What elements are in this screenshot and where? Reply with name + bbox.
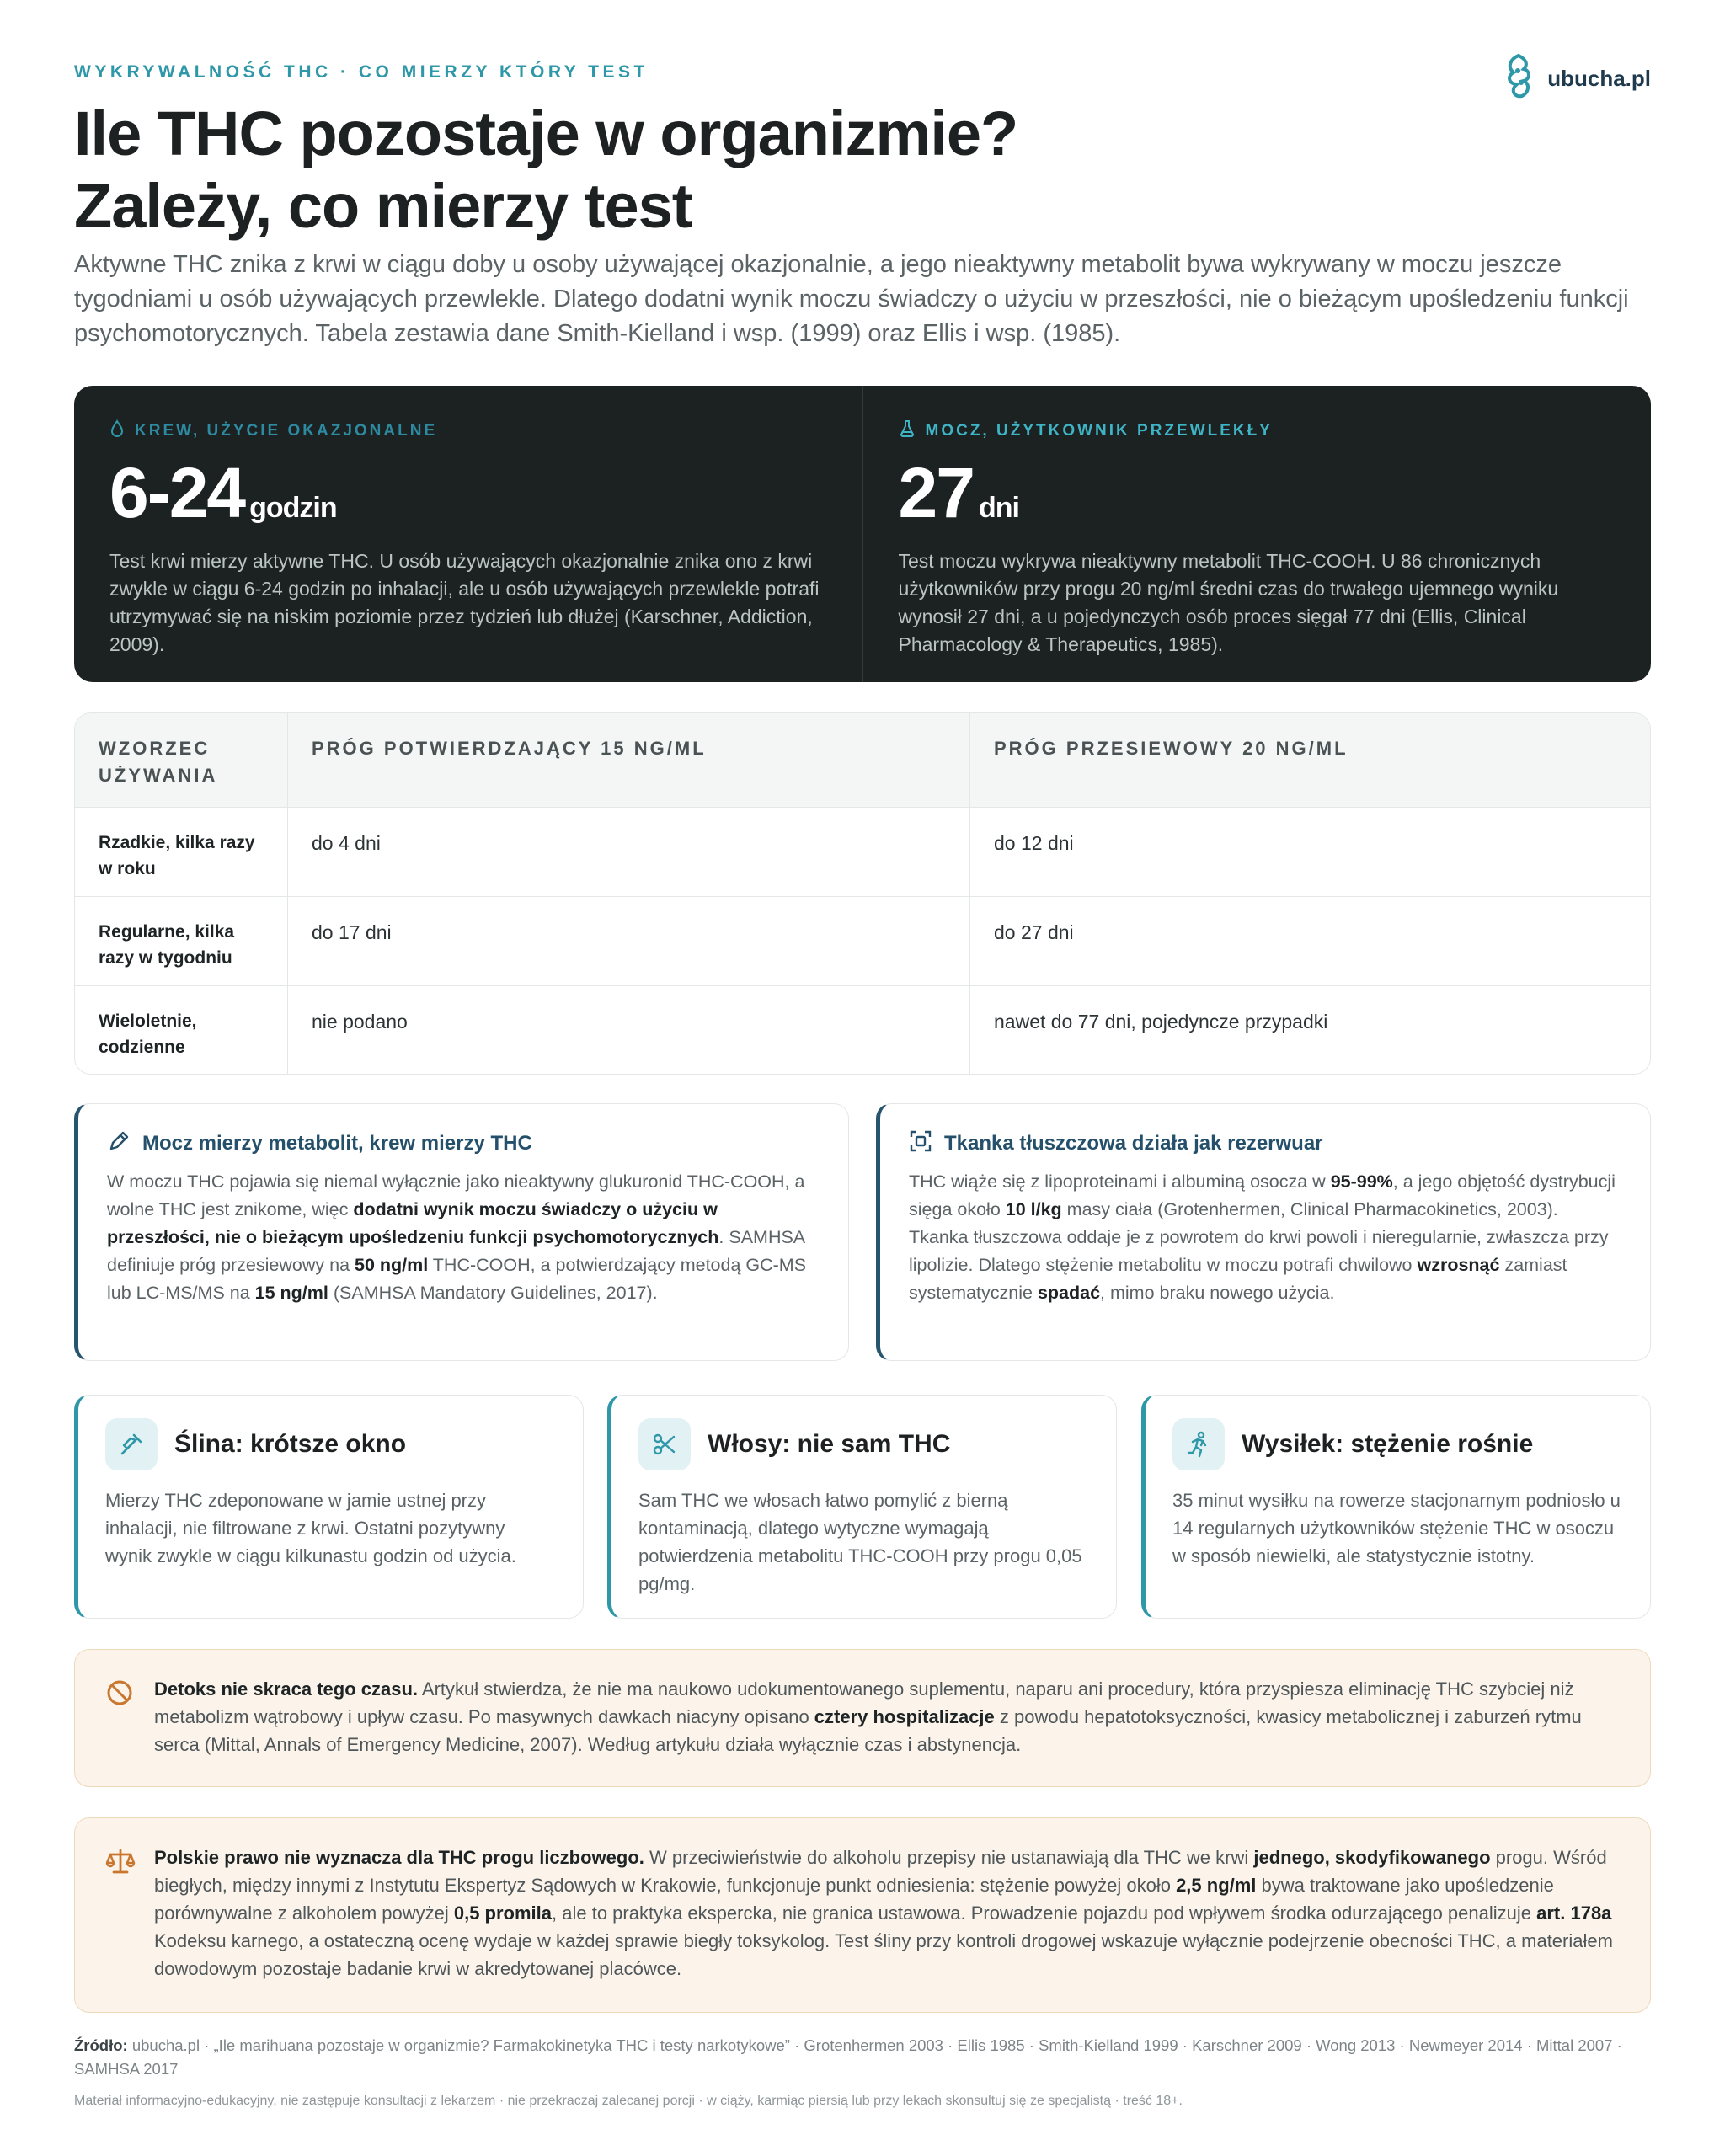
card-text: Sam THC we włosach łatwo pomylić z bierną kontaminacją, dlatego wytyczne wymagają potwierdzenia metabolitu THC‑COOH przy progu 0,05 pg/mg. (638, 1490, 1082, 1594)
focus-frame-icon (909, 1129, 932, 1159)
running-icon (1172, 1418, 1225, 1470)
hero-urine-kicker: MOCZ, UŻYTKOWNIK PRZEWLEKŁY (925, 422, 1273, 440)
hero-urine-value: 27 (898, 453, 974, 532)
droplet-icon (109, 419, 125, 443)
hero-urine-text: Test moczu wykrywa nieaktywny metabolit THC‑COOH. U 86 chronicznych użytkowników przy progu 20 ng/ml średni czas do trwałego ujemnego wyniku wynosił 27 dni, a u pojedynczych osób proces sięgał 77 dni (Ellis, Clinical Pharmacology & Therapeutics, 1985). (898, 550, 1559, 655)
table-cell: nie podano (287, 986, 969, 1075)
table-header-confirm: PRÓG POTWIERDZAJĄCY 15 NG/ML (287, 713, 969, 807)
prohibited-icon (105, 1678, 134, 1711)
scales-icon (105, 1847, 136, 1880)
info-box-title: Tkanka tłuszczowa działa jak rezerwuar (944, 1132, 1323, 1155)
table-row (75, 808, 1650, 897)
card-exercise (1141, 1395, 1651, 1619)
hero-blood-kicker: KREW, UŻYCIE OKAZJONALNE (135, 422, 438, 440)
table-row-label: Rzadkie, kilka razy w roku (99, 833, 255, 878)
card-title: Wysiłek: stężenie rośnie (1242, 1430, 1534, 1458)
info-box-text: THC wiąże się z lipoproteinami i albuminą osocza w 95‑99%, a jego objętość dystrybucji sięga około 10 l/kg masy ciała (Grotenhermen, Clinical Pharmacokinetics, 2003). Tkanka tłuszczowa oddaje je z powrotem do krwi powoli i nieregularnie, zwłaszcza przy lipolizie. Dlatego stężenie metabolitu w moczu potrafi chwilowo wzrosnąć zamiast systematycznie spadać, mimo braku nowego użycia. (909, 1171, 1616, 1303)
law-alert-text: Polskie prawo nie wyznacza dla THC progu liczbowego. W przeciwieństwie do alkoholu przepisy nie ustanawiają dla THC we krwi jednego, skodyfikowanego progu. Wśród biegłych, między innymi z Instytutu Ekspertyz Sądowych w Krakowie, funkcjonuje punkt odniesienia: stężenie powyżej około 2,5 ng/ml bywa traktowane jako upośledzenie porównywalne z alkoholem powyżej 0,5 promila, ale to praktyka ekspercka, nie granica ustawowa. Prowadzenie pojazdu pod wpływem środka odurzającego penalizuje art. 178a Kodeksu karnego, a ostateczną ocenę wydaje w każdej sprawie biegły toksykolog. Test śliny przy kontroli drogowej wskazuje wyłącznie podejrzenie obecności THC, a materiałem dowodowym pozostaje badanie krwi w akredytowanej placówce. (154, 1847, 1613, 1979)
hero-panel (74, 386, 1651, 682)
table-header-pattern: WZORZEC UŻYWANIA (99, 738, 218, 786)
table-row (75, 897, 1650, 986)
table-cell: do 12 dni (969, 808, 1650, 896)
detox-alert-text: Detoks nie skraca tego czasu. Artykuł stwierdza, że nie ma naukowo udokumentowanego suplementu, naparu ani procedury, która przyspiesza eliminację THC szybciej niż metabolizm wątrobowy i upływ czasu. Po masywnych dawkach niacyny opisano cztery hospitalizacje z powodu hepatotoksyczności, kwasicy metabolicznej i zaburzeń rytmu serca (Mittal, Annals of Emergency Medicine, 2007). Według artykułu działa wyłącznie czas i abstynencja. (154, 1678, 1582, 1755)
table-cell: do 27 dni (969, 897, 1650, 985)
law-alert (74, 1817, 1651, 2013)
hero-blood-unit: godzin (249, 492, 337, 524)
info-box-fat-reservoir (876, 1103, 1651, 1361)
info-box-title: Mocz mierzy metabolit, krew mierzy THC (142, 1132, 532, 1155)
brand[interactable] (1500, 52, 1651, 105)
card-title: Ślina: krótsze okno (174, 1430, 407, 1458)
lead-paragraph: Aktywne THC znika z krwi w ciągu doby u osoby używającej okazjonalnie, a jego nieaktywny metabolit bywa wykrywany w moczu jeszcze tygodniami u osób używających przewlekle. Dlatego dodatni wynik moczu świadczy o użyciu w przeszłości, nie o bieżącym upośledzeniu funkcji psychomotorycznych. Tabela zestawia dane Smith‑Kielland i wsp. (1999) oraz Ellis i wsp. (1985). (74, 251, 1629, 347)
table-cell: do 4 dni (287, 808, 969, 896)
hero-urine (862, 386, 1652, 682)
hero-blood-value: 6‑24 (109, 453, 245, 532)
card-saliva (74, 1395, 584, 1619)
kicker: WYKRYWALNOŚĆ THC · CO MIERZY KTÓRY TEST (74, 62, 649, 82)
detection-table (74, 712, 1651, 1075)
scissors-icon (638, 1418, 691, 1470)
brand-name: ubucha.pl (1547, 66, 1651, 91)
table-cell: nawet do 77 dni, pojedyncze przypadki (969, 986, 1650, 1075)
table-row-label: Wieloletnie, codzienne (99, 1011, 197, 1057)
info-box-metabolite (74, 1103, 849, 1361)
page-title (74, 98, 1506, 243)
disclaimer: Materiał informacyjno‑edukacyjny, nie zastępuje konsultacji z lekarzem · nie przekraczaj zalecanej porcji · w ciąży, karmiąc piersią lub przy lekach skonsultuj się ze specjalistą · treść 18+. (74, 2094, 1183, 2108)
table-header-row (75, 713, 1650, 808)
card-title: Włosy: nie sam THC (708, 1430, 951, 1458)
table-header-screen: PRÓG PRZESIEWOWY 20 NG/ML (969, 713, 1650, 807)
card-text: 35 minut wysiłku na rowerze stacjonarnym podniosło u 14 regularnych użytkowników stężenie THC w osoczu w sposób niewielki, ale statystycznie istotny. (1172, 1490, 1621, 1566)
pipette-icon (105, 1418, 158, 1470)
pen-icon (107, 1129, 131, 1159)
title-line-1: Ile THC pozostaje w organizmie? (74, 99, 1018, 168)
hero-blood-text: Test krwi mierzy aktywne THC. U osób używających okazjonalnie znika ono z krwi zwykle w ciągu 6‑24 godzin po inhalacji, ale u osób używających przewlekle potrafi utrzymywać się na niskim poziomie przez tydzień lub dłużej (Karschner, Addiction, 2009). (109, 550, 820, 655)
table-cell: do 17 dni (287, 897, 969, 985)
table-row-label: Regularne, kilka razy w tygodniu (99, 922, 235, 968)
table-row (75, 986, 1650, 1075)
title-line-2: Zależy, co mierzy test (74, 171, 692, 241)
info-box-text: W moczu THC pojawia się niemal wyłącznie jako nieaktywny glukuronid THC‑COOH, a wolne THC jest znikome, więc dodatni wynik moczu świadczy o użyciu w przeszłości, nie o bieżącym upośledzeniu funkcji psychomotorycznych. SAMHSA definiuje próg przesiewowy na 50 ng/ml THC‑COOH, a potwierdzający metodą GC‑MS lub LC‑MS/MS na 15 ng/ml (SAMHSA Mandatory Guidelines, 2017). (107, 1171, 807, 1303)
card-text: Mierzy THC zdeponowane w jamie ustnej przy inhalacji, nie filtrowane z krwi. Ostatni pozytywny wynik zwykle w ciągu kilkunastu godzin od użycia. (105, 1490, 516, 1566)
card-hair (607, 1395, 1117, 1619)
flask-icon (899, 419, 916, 443)
hero-urine-unit: dni (978, 492, 1019, 524)
detox-alert (74, 1649, 1651, 1787)
hero-blood (74, 386, 862, 682)
source-line: Źródło: ubucha.pl · „Ile marihuana pozostaje w organizmie? Farmakokinetyka THC i testy narkotykowe” · Grotenhermen 2003 · Ellis 1985 · Smith‑Kielland 1999 · Karschner 2009 · Wong 2013 · Newmeyer 2014 · Mittal 2007 · SAMHSA 2017 (74, 2036, 1622, 2078)
